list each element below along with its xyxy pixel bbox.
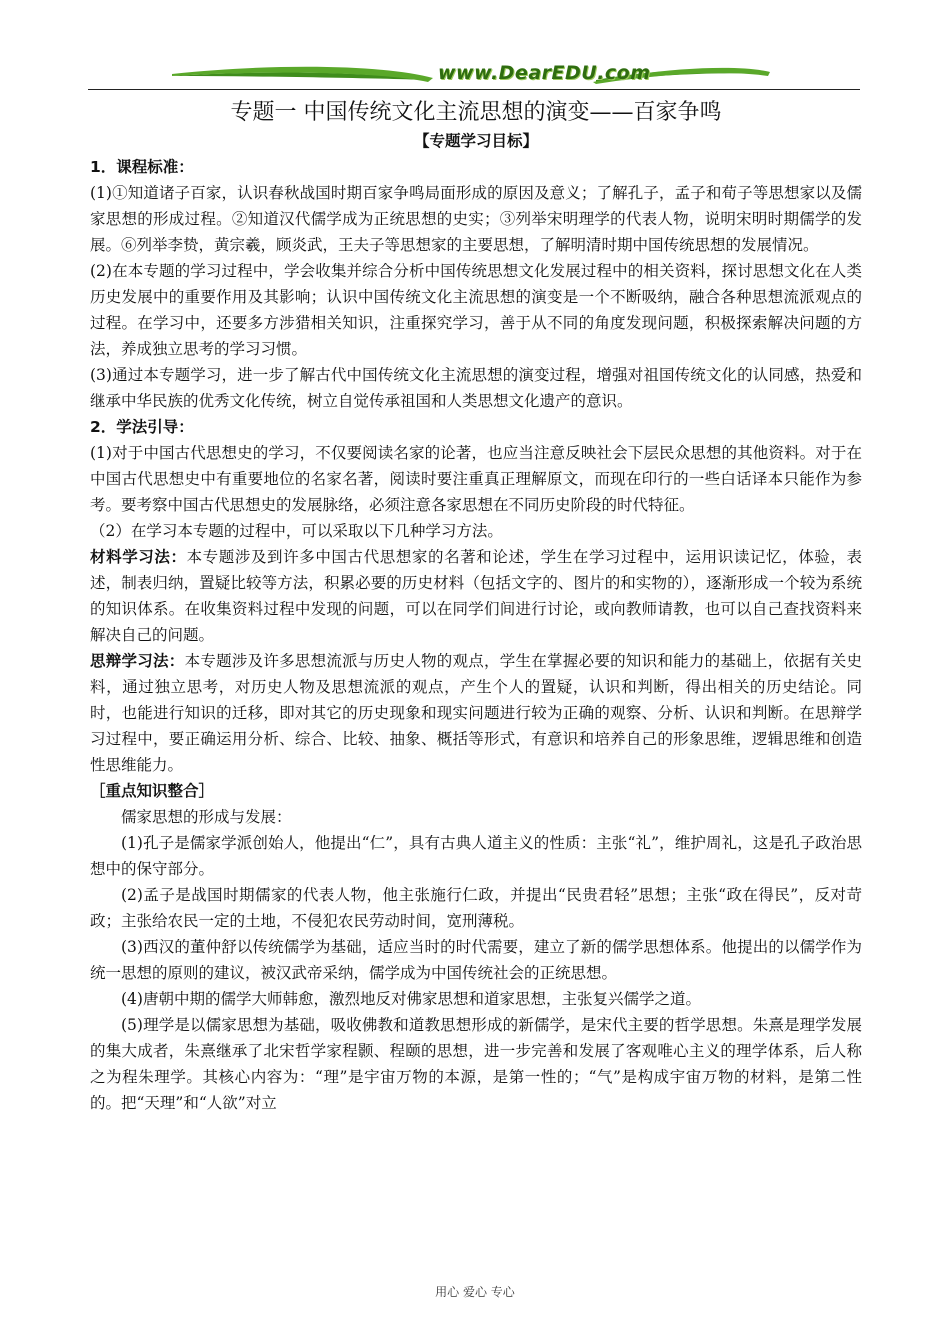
thinking-method-label: 思辩学习法： [90,652,185,670]
section1-paragraph: (1)①知道诸子百家，认识春秋战国时期百家争鸣局面形成的原因及意义；了解孔子，孟子和荀子等思想家以及儒家思想的形成过程。②知道汉代儒学成为正统思想的史实；③列举宋明理学的代表人物，说明宋明时期儒学的发展。⑥列举李贽，黄宗羲，顾炎武，王夫子等思想家的主要思想，了解明清时期中国传统思想的发展情况。 [90,184,862,254]
thinking-method-paragraph [90,648,862,778]
section2-paragraph: （2）在学习本专题的过程中，可以采取以下几种学习方法。 [90,522,503,540]
section3-intro: 儒家思想的形成与发展： [121,808,292,826]
section3-heading: ［重点知识整合］ [90,782,215,800]
section-subtitle: 【专题学习目标】 [413,132,538,150]
section2-heading: 2．学法引导： [90,418,194,436]
list-item: (2)孟子是战国时期儒家的代表人物，他主张施行仁政，并提出“民贵君轻”思想；主张“政在得民”，反对苛政；主张给农民一定的土地，不侵犯农民劳动时间，宽刑薄税。 [90,886,862,930]
list-item: (5)理学是以儒家思想为基础，吸收佛教和道教思想形成的新儒学，是宋代主要的哲学思想。朱熹是理学发展的集大成者，朱熹继承了北宋哲学家程颢、程颐的思想，进一步完善和发展了客观唯心主义的理学体系，后人称之为程朱理学。其核心内容为：“理”是宇宙万物的本源，是第一性的；“气”是构成宇宙万物的材料，是第二性的。把“天理”和“人欲”对立 [90,1016,862,1112]
page-footer: 用心 爱心 专心 [435,1285,515,1299]
list-item: (4)唐朝中期的儒学大师韩愈，激烈地反对佛家思想和道家思想，主张复兴儒学之道。 [121,990,701,1008]
section1-paragraph: (3)通过本专题学习，进一步了解古代中国传统文化主流思想的演变过程，增强对祖国传统文化的认同感，热爱和继承中华民族的优秀文化传统，树立自觉传承祖国和人类思想文化遗产的意识。 [90,366,862,410]
list-item: (3)西汉的董仲舒以传统儒学为基础，适应当时的时代需要，建立了新的儒学思想体系。他提出的以儒学作为统一思想的原则的建议，被汉武帝采纳，儒学成为中国传统社会的正统思想。 [90,938,862,982]
document-body [90,96,862,1116]
page-title: 专题一 中国传统文化主流思想的演变——百家争鸣 [230,100,722,125]
section2-paragraph: (1)对于中国古代思想史的学习，不仅要阅读名家的论著，也应当注意反映社会下层民众思想的其他资料。对于在中国古代思想史中有重要地位的名家名著，阅读时要注重真正理解原文，而现在印行的一些白话译本只能作为参考。要考察中国古代思想史的发展脉络，必须注意各家思想在不同历史阶段的时代特征。 [90,444,862,514]
thinking-method-text: 本专题涉及许多思想流派与历史人物的观点，学生在掌握必要的知识和能力的基础上，依据有关史料，通过独立思考，对历史人物及思想流派的观点，产生个人的置疑，认识和判断，得出相关的历史结论。同时，也能进行知识的迁移，即对其它的历史现象和现实问题进行较为正确的观察、分析、认识和判断。在思辩学习过程中，要正确运用分析、综合、比较、抽象、概括等形式，有意识和培养自己的形象思维，逻辑思维和创造性思维能力。 [90,652,862,774]
material-method-label: 材料学习法： [90,548,187,566]
material-method-text: 本专题涉及到许多中国古代思想家的名著和论述，学生在学习过程中，运用识读记忆，体验，表述，制表归纳，置疑比较等方法，积累必要的历史材料（包括文字的、图片的和实物的），逐渐形成一个较为系统的知识体系。在收集资料过程中发现的问题，可以在同学们间进行讨论，或向教师请教，也可以自己查找资料来解决自己的问题。 [90,548,862,644]
material-method-paragraph [90,544,862,648]
section1-heading: 1．课程标准： [90,158,194,176]
site-logo-text[interactable]: www.DearEDU.com [438,62,651,84]
section1-paragraph: (2)在本专题的学习过程中，学会收集并综合分析中国传统思想文化发展过程中的相关资料，探讨思想文化在人类历史发展中的重要作用及其影响；认识中国传统文化主流思想的演变是一个不断吸纳，融合各种思想流派观点的过程。在学习中，还要多方涉猎相关知识，注重探究学习，善于从不同的角度发现问题，积极探索解决问题的方法，养成独立思考的学习习惯。 [90,262,862,358]
list-item: (1)孔子是儒家学派创始人，他提出“仁”，具有古典人道主义的性质：主张“礼”，维护周礼，这是孔子政治思想中的保守部分。 [90,834,862,878]
header-divider [88,89,860,90]
site-header-banner [88,58,860,92]
